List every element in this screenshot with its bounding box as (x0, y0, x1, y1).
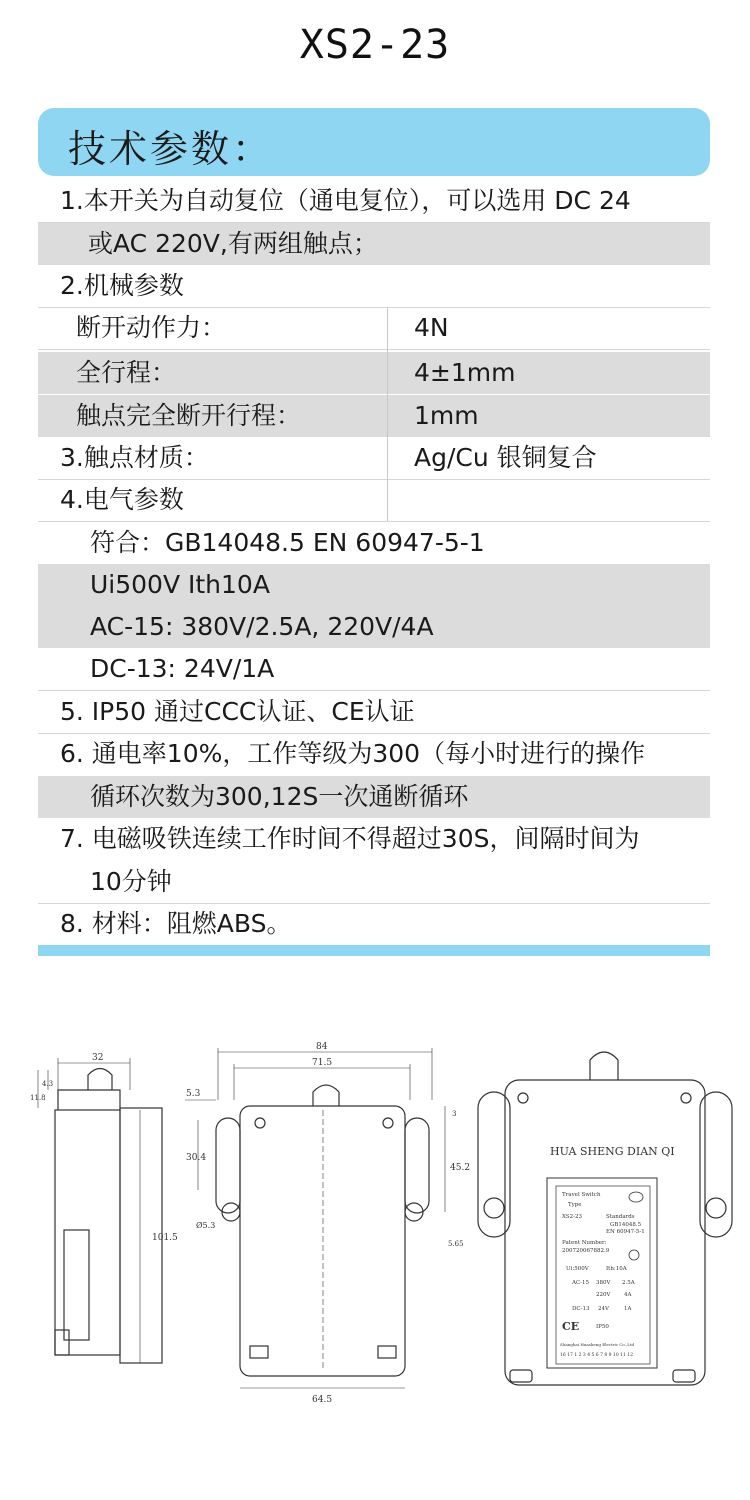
page-title: XS2-23 (299, 22, 451, 68)
technical-drawing (0, 1030, 750, 1410)
spec-row (38, 265, 710, 308)
svg-text:Travel Switch: Travel Switch (562, 1192, 601, 1198)
dim-label: 71.5 (312, 1058, 333, 1068)
spec-text: 6. 通电率10%，工作等级为300（每小时进行的操作 (60, 739, 646, 768)
spec-text: 10分钟 (90, 867, 172, 896)
svg-text:GB14048.5: GB14048.5 (610, 1222, 642, 1228)
spec-label: 3.触点材质： (60, 443, 209, 472)
spec-label: 触点完全断开行程： (76, 401, 302, 430)
spec-row (38, 180, 710, 223)
spec-heading: 技术参数： (68, 127, 274, 171)
ce-mark: CE (562, 1320, 580, 1333)
spec-row (38, 564, 710, 606)
dim-label: 101.5 (152, 1233, 178, 1243)
spec-text: DC-13: 24V/1A (90, 654, 275, 683)
spec-row (38, 606, 710, 648)
dim-label: 4.3 (42, 1080, 54, 1088)
svg-text:2.5A: 2.5A (622, 1280, 635, 1286)
dim-label: 3 (452, 1110, 457, 1118)
label-view (478, 1052, 732, 1385)
side-view (38, 1058, 162, 1363)
front-view (185, 1048, 445, 1388)
spec-row (38, 861, 710, 904)
spec-text: 7. 电磁吸铁连续工作时间不得超过30S，间隔时间为 (60, 824, 640, 853)
spec-text: AC-15: 380V/2.5A, 220V/4A (90, 612, 434, 641)
dim-label: 5.3 (186, 1089, 201, 1099)
spec-value: 4N (414, 313, 449, 342)
patent-symbol-icon (629, 1250, 639, 1260)
svg-text:380V: 380V (596, 1280, 611, 1286)
svg-text:Ui:500V: Ui:500V (566, 1266, 589, 1272)
spec-row (38, 395, 710, 437)
spec-text: 2.机械参数 (60, 271, 184, 300)
spec-value: 4±1mm (414, 358, 516, 387)
spec-row (38, 733, 710, 775)
svg-text:16 17 1 2 3 4 5 6 7 8 9 10 11: 16 17 1 2 3 4 5 6 7 8 9 10 11 12 (560, 1353, 633, 1358)
dim-label: 32 (92, 1053, 104, 1063)
svg-text:200720067882.9: 200720067882.9 (562, 1248, 610, 1254)
svg-text:EN 60947-5-1: EN 60947-5-1 (606, 1229, 645, 1235)
dim-label: 30.4 (186, 1153, 207, 1163)
svg-text:Ith:10A: Ith:10A (606, 1266, 627, 1272)
svg-text:XS2-23: XS2-23 (562, 1214, 583, 1220)
svg-text:220V: 220V (596, 1292, 611, 1298)
spec-row (38, 479, 710, 522)
dim-label: 11.8 (30, 1094, 46, 1102)
spec-banner (38, 108, 710, 176)
column-divider (387, 307, 388, 521)
spec-row (38, 223, 710, 265)
svg-text:Standards: Standards (606, 1214, 635, 1220)
svg-text:Shanghai Huasheng Electric Co.: Shanghai Huasheng Electric Co.,Ltd (560, 1342, 635, 1347)
svg-text:AC-15: AC-15 (572, 1280, 590, 1286)
spec-text: 或AC 220V,有两组触点； (88, 229, 378, 258)
spec-row (38, 776, 710, 818)
spec-text: 8. 材料：阻燃ABS。 (60, 909, 292, 938)
spec-row (38, 903, 710, 945)
svg-text:1A: 1A (624, 1306, 632, 1312)
dim-label: 84 (316, 1042, 328, 1052)
dim-label: Ø5.3 (196, 1221, 216, 1230)
svg-text:IP50: IP50 (596, 1324, 609, 1330)
svg-text:Type: Type (568, 1202, 582, 1208)
spec-row (38, 818, 710, 860)
spec-text: 4.电气参数 (60, 485, 184, 514)
spec-label: 断开动作力： (76, 313, 227, 342)
spec-row (38, 522, 710, 564)
spec-text: 5. IP50 通过CCC认证、CE认证 (60, 697, 415, 726)
spec-value: Ag/Cu 银铜复合 (414, 443, 597, 472)
dim-label: 64.5 (312, 1395, 333, 1405)
spec-row (38, 691, 710, 734)
dim-label: 5.65 (448, 1240, 464, 1248)
spec-value: 1mm (414, 401, 479, 430)
dim-label: 45.2 (450, 1163, 471, 1173)
bottom-bar (38, 945, 710, 956)
spec-text: 1.本开关为自动复位（通电复位），可以选用 DC 24 (60, 186, 631, 215)
brand-text: HUA SHENG DIAN QI (550, 1145, 675, 1158)
spec-label: 全行程： (76, 358, 177, 387)
svg-text:4A: 4A (624, 1292, 632, 1298)
spec-text: Ui500V Ith10A (90, 570, 270, 599)
spec-row (38, 307, 710, 350)
spec-row (38, 437, 710, 480)
svg-text:24V: 24V (598, 1306, 609, 1312)
ccc-mark-icon (629, 1192, 643, 1202)
spec-text: 循环次数为300,12S一次通断循环 (90, 782, 469, 811)
spec-row (38, 648, 710, 691)
svg-text:Patent Number:: Patent Number: (562, 1240, 607, 1246)
svg-text:DC-13: DC-13 (572, 1306, 590, 1312)
spec-row (38, 352, 710, 394)
spec-text: 符合：GB14048.5 EN 60947-5-1 (90, 528, 485, 557)
